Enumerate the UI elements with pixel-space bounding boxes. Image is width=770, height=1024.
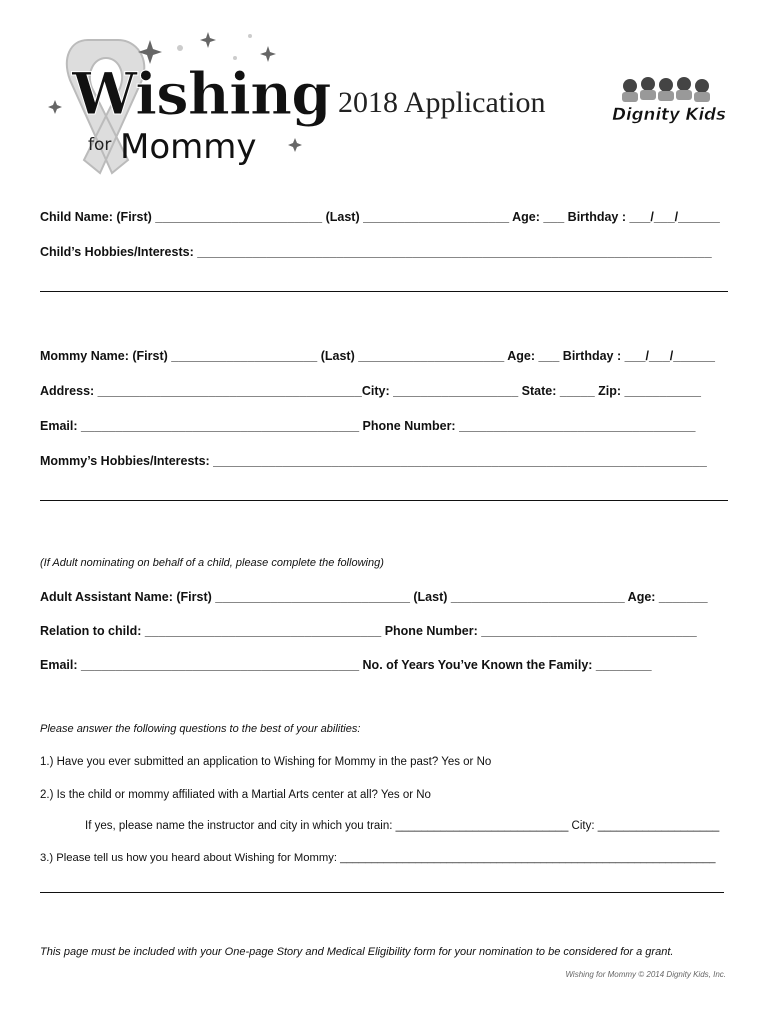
mommy-name-field[interactable]: Mommy Name: (First) _____________________ (Last) _____________________ Age: ___ Birthday : ___/___/______ — [40, 349, 715, 363]
child-hobbies-continuation-line[interactable] — [40, 291, 728, 292]
mommy-address-field[interactable]: Address: ______________________________________City: __________________ State: _____ Zip: ___________ — [40, 384, 701, 398]
submission-notice: This page must be included with your One-page Story and Medical Eligibility form for your nomination to be considered for a grant. — [40, 946, 674, 958]
question-3[interactable]: 3.) Please tell us how you heard about Wishing for Mommy: ____________________________________________________________ — [40, 852, 716, 864]
adult-name-field[interactable]: Adult Assistant Name: (First) ____________________________ (Last) _________________________ Age: _______ — [40, 590, 708, 604]
child-name-field[interactable]: Child Name: (First) ________________________ (Last) _____________________ Age: ___ Birthday : ___/___/______ — [40, 210, 720, 224]
logo-wishing-text: Wishing — [72, 60, 331, 128]
adult-email-years-field[interactable]: Email: ________________________________________ No. of Years You’ve Known the Family: ________ — [40, 658, 652, 672]
dignity-kids-logo — [610, 76, 728, 126]
ribbon-icon — [40, 28, 340, 178]
logo-mommy-text: Mommy — [120, 127, 257, 167]
copyright-text: Wishing for Mommy © 2014 Dignity Kids, Inc. — [565, 970, 726, 979]
adult-nomination-note: (If Adult nominating on behalf of a child, please complete the following) — [40, 557, 384, 569]
children-group-icon — [610, 76, 728, 126]
mommy-email-phone-field[interactable]: Email: ________________________________________ Phone Number: __________________________________ — [40, 419, 696, 433]
question-1[interactable]: 1.) Have you ever submitted an application to Wishing for Mommy in the past? Yes or No — [40, 756, 492, 768]
question-2[interactable]: 2.) Is the child or mommy affiliated with a Martial Arts center at all? Yes or No — [40, 789, 431, 801]
child-hobbies-field[interactable]: Child’s Hobbies/Interests: __________________________________________________________________________ — [40, 245, 712, 259]
question-3-continuation-line[interactable] — [40, 892, 724, 893]
logo-for-text: for — [88, 135, 112, 155]
page-title: 2018 Application — [338, 86, 546, 119]
mommy-hobbies-continuation-line[interactable] — [40, 500, 728, 501]
questions-intro: Please answer the following questions to the best of your abilities: — [40, 723, 361, 735]
wishing-for-mommy-logo — [40, 28, 340, 178]
adult-relation-phone-field[interactable]: Relation to child: __________________________________ Phone Number: _______________________________ — [40, 624, 697, 638]
question-2-followup[interactable]: If yes, please name the instructor and city in which you train: ___________________________ City: ___________________ — [85, 820, 720, 832]
mommy-hobbies-field[interactable]: Mommy’s Hobbies/Interests: _______________________________________________________________________ — [40, 454, 707, 468]
dignity-kids-text: Dignity Kids — [612, 105, 726, 125]
